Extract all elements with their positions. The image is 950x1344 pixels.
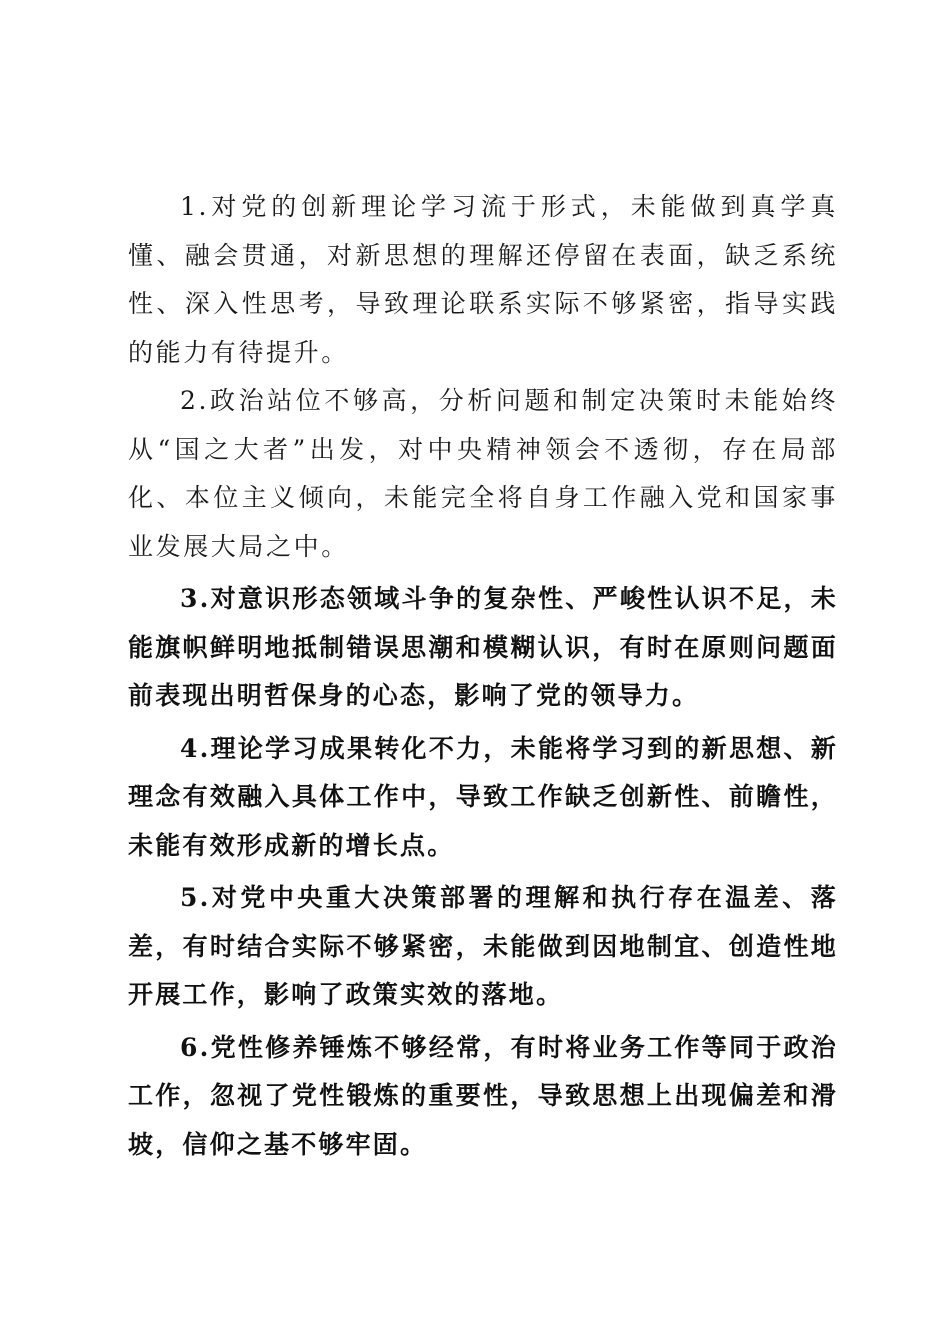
paragraph-item-1: 1.对党的创新理论学习流于形式，未能做到真学真懂、融会贯通，对新思想的理解还停留在表面，缺乏系统性、深入性思考，导致理论联系实际不够紧密，指导实践的能力有待提升。 (128, 192, 838, 367)
document-body (128, 183, 838, 1169)
paragraph-item-2: 2.政治站位不够高，分析问题和制定决策时未能始终从“国之大者”出发，对中央精神领会不透彻，存在局部化、本位主义倾向，未能完全将自身工作融入党和国家事业发展大局之中。 (128, 386, 838, 561)
paragraph-item-3: 3.对意识形态领域斗争的复杂性、严峻性认识不足，未能旗帜鲜明地抵制错误思潮和模糊认识，有时在原则问题面前表现出明哲保身的心态，影响了党的领导力。 (128, 584, 838, 710)
paragraph-item-4: 4.理论学习成果转化不力，未能将学习到的新思想、新理念有效融入具体工作中，导致工作缺乏创新性、前瞻性，未能有效形成新的增长点。 (128, 733, 838, 860)
paragraph-item-5: 5.对党中央重大决策部署的理解和执行存在温差、落差，有时结合实际不够紧密，未能做到因地制宜、创造性地开展工作，影响了政策实效的落地。 (128, 883, 838, 1009)
paragraph-item-6: 6.党性修养锤炼不够经常，有时将业务工作等同于政治工作，忽视了党性锻炼的重要性，导致思想上出现偏差和滑坡，信仰之基不够牢固。 (128, 1032, 838, 1159)
